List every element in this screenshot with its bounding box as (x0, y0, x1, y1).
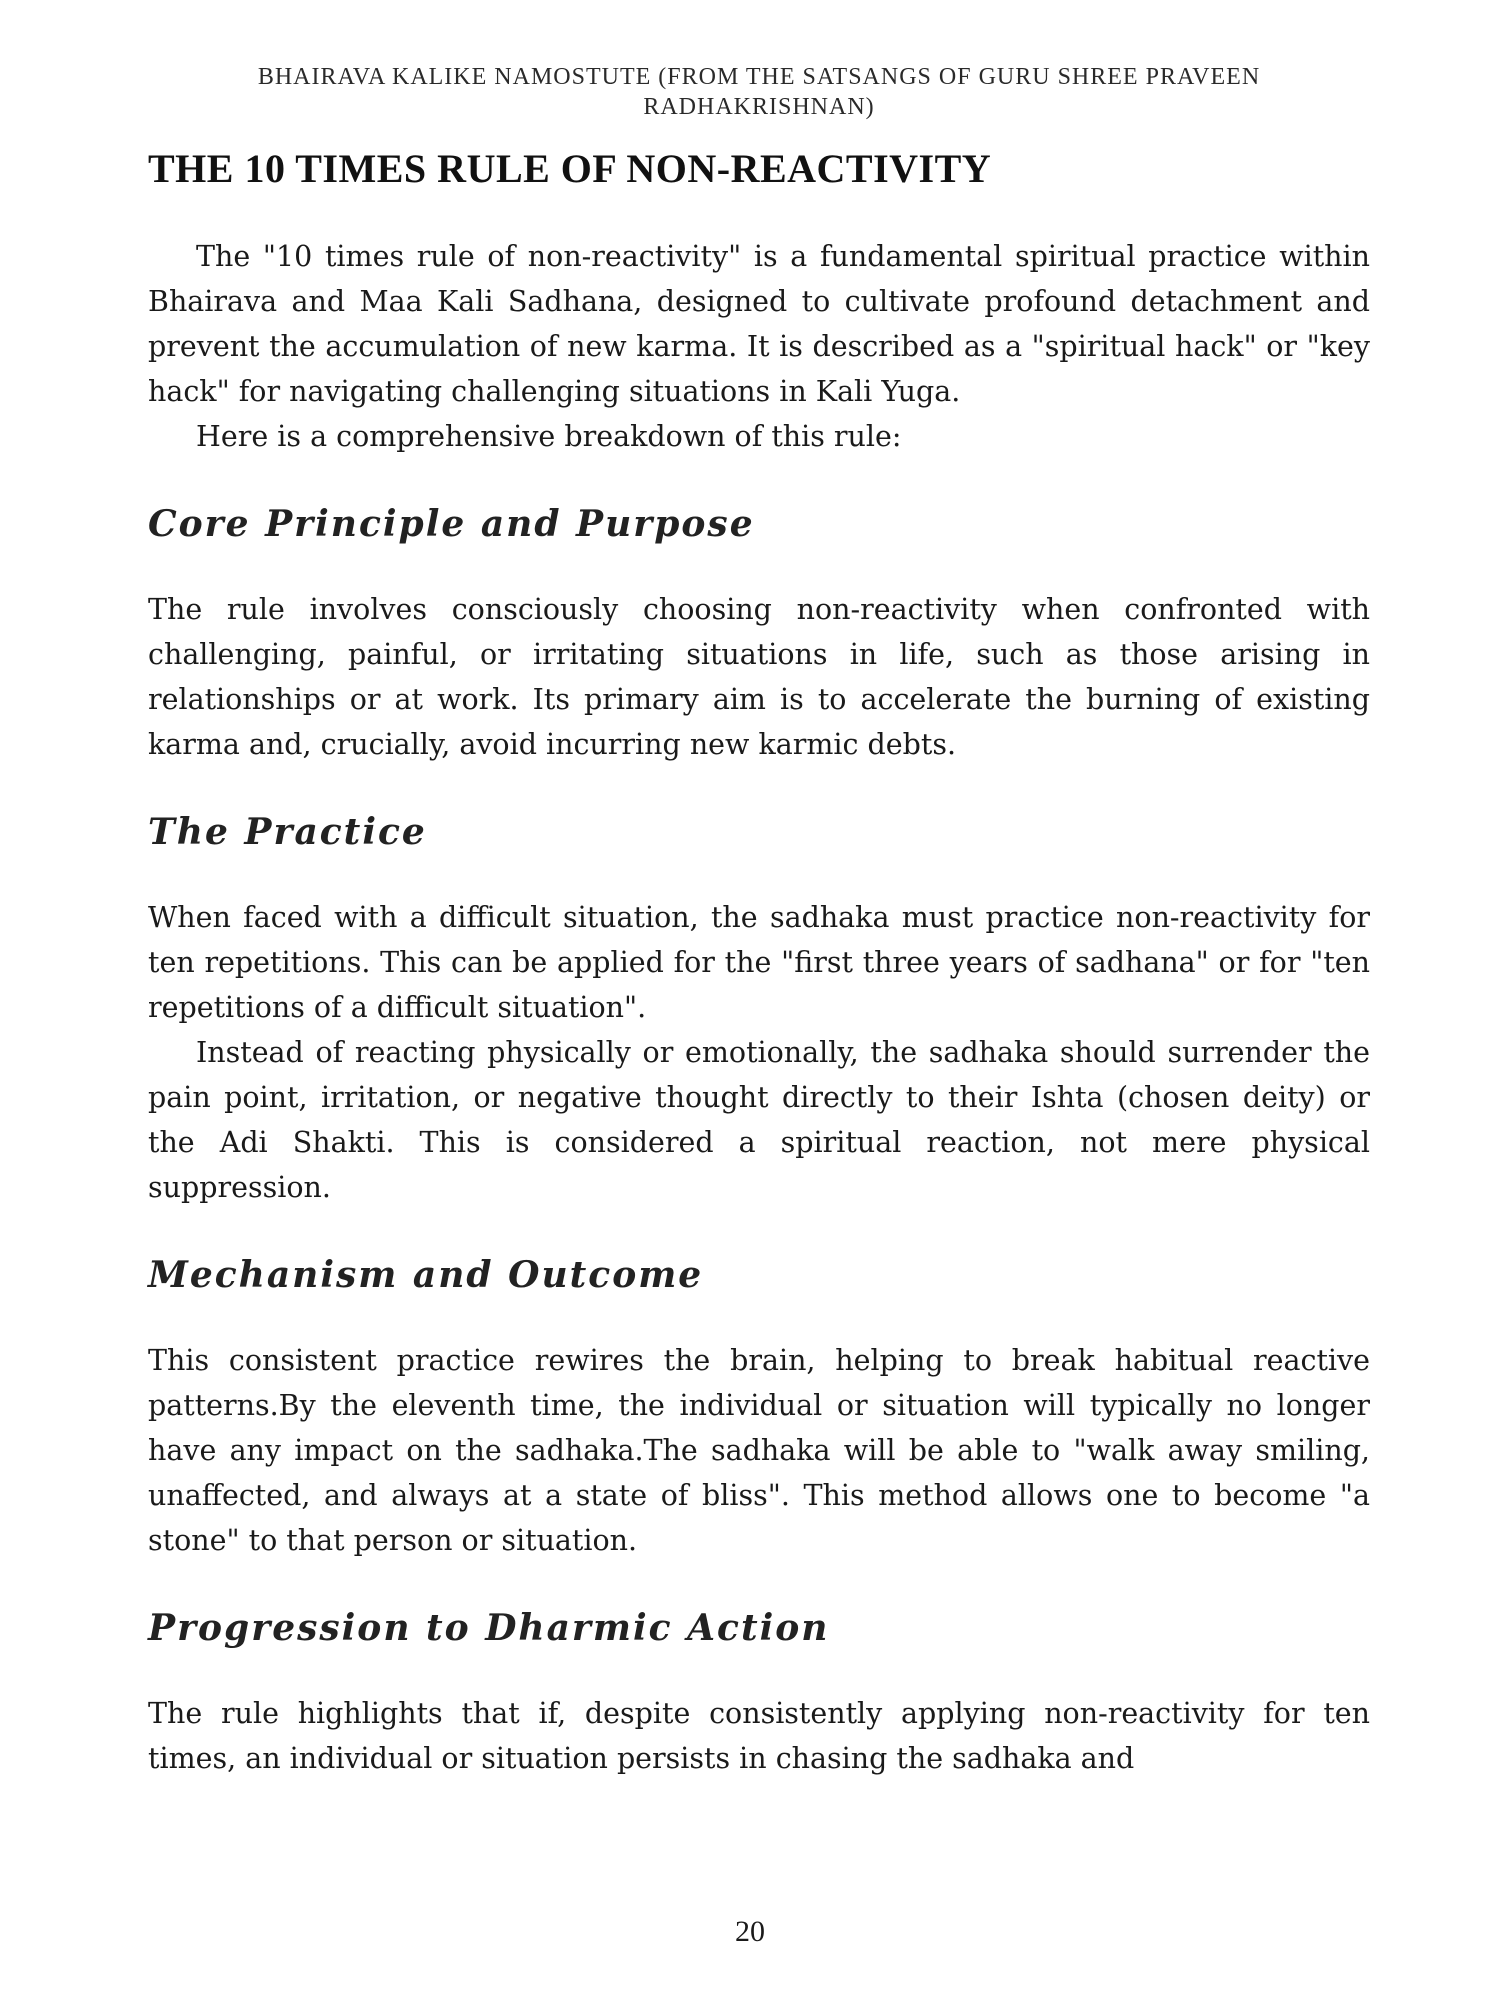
intro-paragraph: The "10 times rule of non-reactivity" is a fundamental spiritual practice within Bhairava and Maa Kali Sadhana, designed to cultivate profound detachment and prevent the accumulation of new karma. It is described as a "spiritual hack" or "key hack" for navigating challenging situations in Kali Yuga. (148, 240, 1370, 408)
body-paragraph: This consistent practice rewires the brain, helping to break habitual reactive patterns.By the eleventh time, the individual or situation will typically no longer have any impact on the sadhaka.The sadhaka will be able to "walk away smiling, unaffected, and always at a state of bliss". This method allows one to become "a stone" to that person or situation. (148, 1344, 1370, 1557)
running-header: BHAIRAVA KALIKE NAMOSTUTE (FROM THE SATSANGS OF GURU SHREE PRAVEEN RADHAKRISHNAN) (257, 64, 1261, 120)
body-paragraph: Instead of reacting physically or emotionally, the sadhaka should surrender the pain point, irritation, or negative thought directly to their Ishta (chosen deity) or the Adi Shakti. This is considered a spiritual reaction, not mere physical suppression. (148, 1036, 1370, 1204)
page-number: 20 (735, 1915, 765, 1948)
intro-paragraph: Here is a comprehensive breakdown of this rule: (196, 420, 902, 453)
section-heading-core-principle: Core Principle and Purpose (148, 503, 755, 545)
body-paragraph: When faced with a difficult situation, the sadhaka must practice non-reactivity for ten repetitions. This can be applied for the "first three years of sadhana" or for "ten repetitions of a difficult situation". (148, 901, 1370, 1024)
section-heading-the-practice: The Practice (148, 811, 427, 853)
body-paragraph: The rule involves consciously choosing non-reactivity when confronted with challenging, painful, or irritating situations in life, such as those arising in relationships or at work. Its primary aim is to accelerate the burning of existing karma and, crucially, avoid incurring new karmic debts. (148, 593, 1370, 761)
chapter-title: THE 10 TIMES RULE OF NON-REACTIVITY (148, 146, 992, 191)
book-page (148, 62, 1370, 1781)
section-heading-mechanism: Mechanism and Outcome (148, 1254, 704, 1296)
section-heading-progression: Progression to Dharmic Action (148, 1607, 830, 1649)
body-paragraph: The rule highlights that if, despite consistently applying non-reactivity for ten times, an individual or situation persists in chasing the sadhaka and (148, 1697, 1370, 1775)
